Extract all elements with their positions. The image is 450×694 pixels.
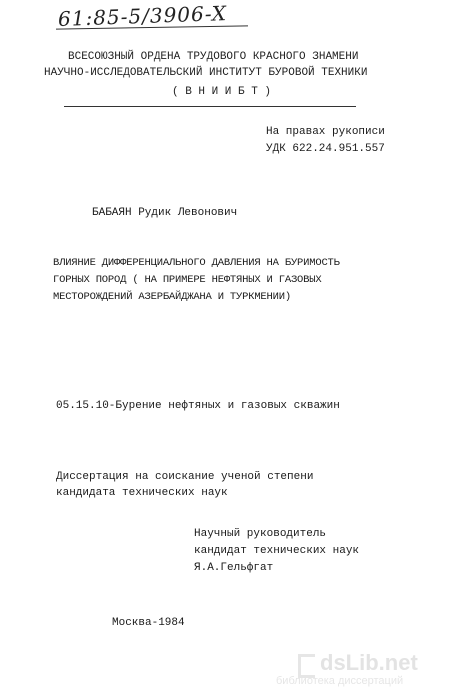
thesis-title-line-3: МЕСТОРОЖДЕНИЙ АЗЕРБАЙДЖАНА И ТУРКМЕНИИ)	[53, 291, 291, 303]
institute-name-line-1: ВСЕСОЮЗНЫЙ ОРДЕНА ТРУДОВОГО КРАСНОГО ЗНАМЕНИ	[68, 51, 359, 63]
dslib-watermark	[270, 650, 445, 690]
manuscript-rights: На правах рукописи	[266, 126, 385, 138]
advisor-degree: кандидат технических наук	[194, 545, 360, 557]
thesis-title-line-1: ВЛИЯНИЕ ДИФФЕРЕНЦИАЛЬНОГО ДАВЛЕНИЯ НА БУРИМОСТЬ	[53, 257, 340, 269]
place-and-year: Москва-1984	[112, 617, 185, 629]
dissertation-degree-line-2: кандидата технических наук	[56, 487, 228, 499]
header-divider	[64, 106, 356, 107]
watermark-logo-text: dsLib.net	[320, 650, 418, 675]
institute-abbreviation: ( В Н И И Б Т )	[172, 86, 272, 98]
author-name: БАБАЯН Рудик Левонович	[92, 207, 238, 219]
institute-name-line-2: НАУЧНО-ИССЛЕДОВАТЕЛЬСКИЙ ИНСТИТУТ БУРОВОЙ ТЕХНИКИ	[44, 67, 368, 79]
handwritten-archive-code: 61:85-5/3906-X	[57, 1, 228, 31]
udc-code: УДК 622.24.951.557	[266, 143, 385, 155]
advisor-name: Я.А.Гельфгат	[194, 562, 274, 574]
thesis-title-line-2: ГОРНЫХ ПОРОД ( НА ПРИМЕРЕ НЕФТЯНЫХ И ГАЗОВЫХ	[53, 274, 322, 286]
watermark-tagline: библиотека диссертаций	[276, 675, 404, 687]
advisor-role: Научный руководитель	[194, 528, 327, 540]
dissertation-degree-line-1: Диссертация на соискание ученой степени	[56, 471, 314, 483]
specialty-code: 05.15.10-Бурение нефтяных и газовых скважин	[56, 400, 340, 412]
